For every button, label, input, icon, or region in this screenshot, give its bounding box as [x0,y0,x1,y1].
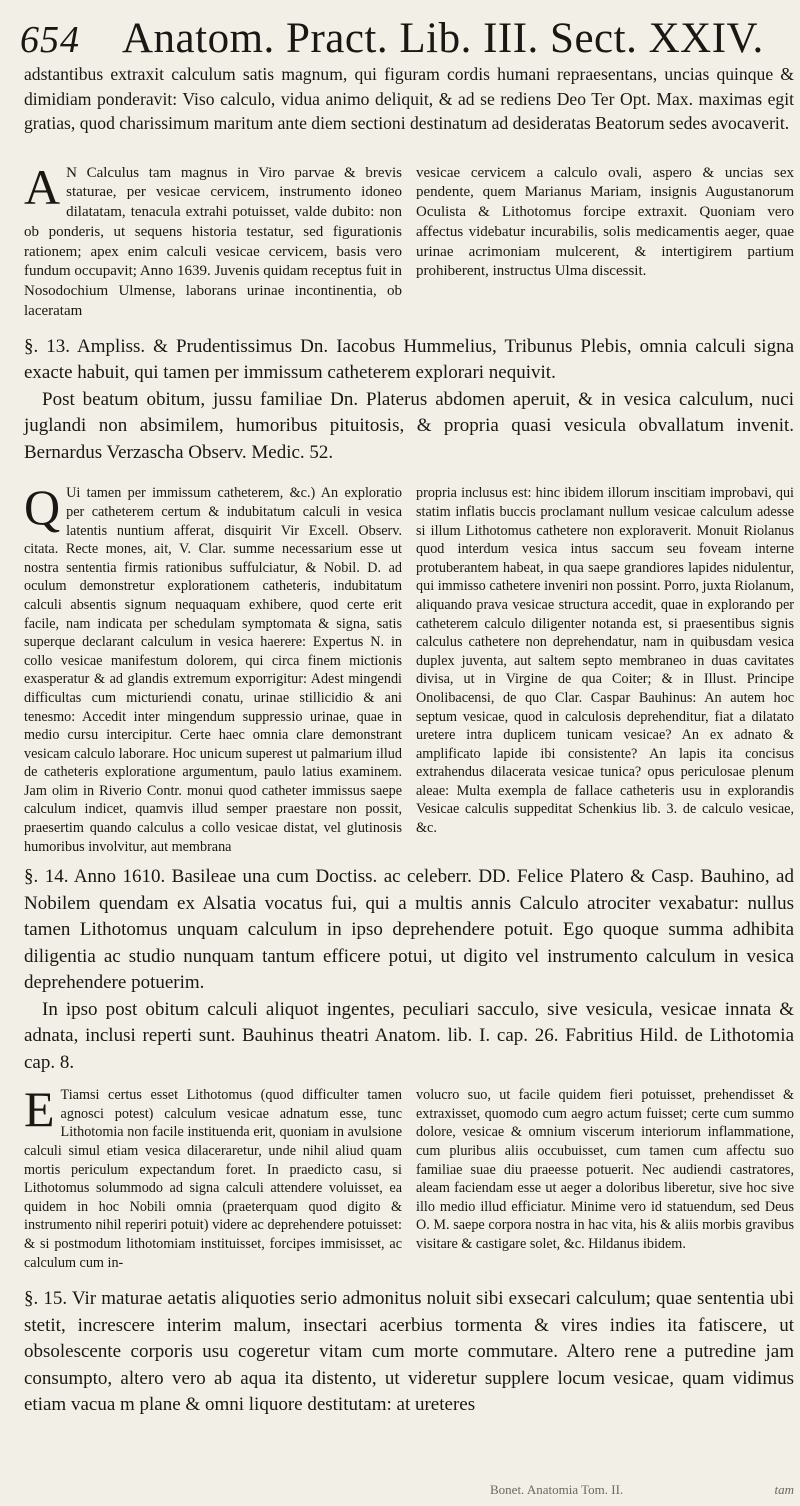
commentary-2-right: propria inclusus est: hinc ibidem illorum inscitiam improbavi, qui statim inflatis buccis proclamant nullum vesicae calculum adesse si illum Lithotomus cathetere non exploraverit. Monuit Riolanus quod interdum vesica intus saccum seu foveam interne protuberantem habeat, in qua saepe grandiores lapides nidulentur, qui immisso cathetere inveniri non possint. Porro, juxta Riolanum, aliquando prava vesicae structura accedit, quae in explorando per catheterem calculo diligenter notanda est, si praesentibus signis calculus cathetere non deprehendatur, nam in quibusdam vesica duplex juventa, aut saltem septo membraneo in duas cavitates divisa, ut in Virgine de qua Coiter; & in Illust. Principe Onolibacensi, de quo Clar. Caspar Bauhinus: An autem hoc septum vesicae, quod in calculosis deprehenditur, fiat a dilatato uretere intra duplicem tunicam vesicae? An ex adnato & amplificato lapide ibi consistente? An lapis ita concisus extrahendus dilacerata vesicae tunica? opus periculosae plenum aleae: Multa exempla de fallace catheteris usu in explorandis Vesicae calculis suppeditat Schenkius lib. 3. de calculo vesicae, &c. [416,485,794,837]
drop-cap: A [24,158,61,215]
commentary-block-3 [24,1081,794,1272]
page-number: 654 [20,19,80,61]
section-15-paragraph: §. 15. Vir maturae aetatis aliquoties serio admonitus noluit sibi exsecari calculum; quae sententia ubi stetit, increscere interim malum, insectari acerbius tormenta & vires indies ita fatiscere, ut obsolescente corporis usu cogeretur vitam cum morte commutare. Altero rene a putredine jam consumpto, altero vero ab aqua ita distento, ut videretur supplere locum vesicae, quam vidimus etiam vacua m plane & omni liquore destitutam: at ureteres [24,1288,794,1416]
section-13-paragraph-2: Post beatum obitum, jussu familiae Dn. Platerus abdomen aperuit, & in vesica calculum, nuci juglandi non absimilem, humoribus pituitosis, & propria quasi vesicula obvallatum invenit. Bernardus Verzascha Observ. Medic. 52. [24,388,794,463]
signature-mark: Bonet. Anatomia Tom. II. [490,1482,624,1497]
section-13-paragraph: §. 13. Ampliss. & Prudentissimus Dn. Iacobus Hummelius, Tribunus Plebis, omnia calculi signa exacte habuit, qui tamen per immissum catheterem explorari nequivit. [24,335,794,384]
drop-cap: Q [24,479,61,536]
commentary-3-left-text: Tiamsi certus esset Lithotomus (quod difficulter tamen agnosci potest) calculum vesicae adnatum esse, tunc Lithotomia non facile instituenda erit, quoniam in avulsione calculi simul etiam vesica dilaceraretur, unde nihil aliud quam mortis periculum expectandum foret. In praedicto casu, si Lithotomus solummodo ad signa calculi attendere voluisset, ea quidem in hoc Nobili omnia (praeterquam quod digito & instrumento nihil reperiri potuit) videre ac deprehendere potuisset: & si postmodum lithotomiam instituisset, forcipes immisisset, ac calculum cum in- [24,1087,402,1271]
drop-cap: E [24,1081,55,1138]
commentary-2-left [24,479,402,856]
page-footer [30,1482,794,1498]
catchword: tam [774,1482,794,1497]
commentary-block-1 [24,158,794,322]
intro-paragraph: adstantibus extraxit calculum satis magnum, qui figuram cordis humani repraesentans, uncias quinque & dimidiam ponderavit: Viso calculo, vidua animo deliquit, & ad se rediens Deo Ter Opt. Max. maximas egit gratias, quod charissimum maritum ante diem sectioni destinatum ad desideratas Beatorum sedes avocaverit. [24,64,794,133]
running-title: Anatom. Pract. Lib. III. Sect. XXIV. [122,15,764,62]
section-14-paragraph: §. 14. Anno 1610. Basileae una cum Doctiss. ac celeberr. DD. Felice Platero & Casp. Bauhino, ad Nobilem quendam ex Alsatia vocatus fui, qui a multis annis Calculo atrociter vexabatur: nullus tamen Lithotomus unquam calculum in ipso deprehendere potuit. Ego quoque summa adhibita diligentia ac studio nunquam tantum efficere potui, ut digito vel instrumento calculum in vesica deprehendere potuerim. [24,866,794,994]
commentary-3-right: volucro suo, ut facile quidem fieri potuisset, prehendisset & extraxisset, quomodo cum aegro actum fuisset; certe cum summo dolore, vesicae & omnium viscerum interiorum inflammatione, cum pluribus aliis occubuisset, cum tamen cum affectu suo familiae suae diu praeesse potuerit. Nec audiendi castratores, aleam faciendam esse ut aeger a doloribus liberetur, sive hoc sive illo medio illud efficiatur. Minime vero id statuendum, sed Deus O. M. saepe corpora nostra in hac vita, his & aliis morbis gravibus visitare & castigare solet, &c. Hildanus ibidem. [416,1087,794,1252]
commentary-1-left-text: N Calculus tam magnus in Viro parvae & brevis staturae, per vesicae cervicem, instrumento idoneo dilatatam, tenacula extrahi potuisset, valde dubito: non ob ponderis, ut sequens historia testatur, sed figurationis rationem; apex enim calculi vesicae cervicem, basis vero fundum occupavit; Anno 1639. Juvenis quidam receptus fuit in Nosodochium Ulmense, laborans urinae incontinentia, ob laceratam [24,164,402,320]
running-header [20,14,790,68]
page-body [24,62,794,1419]
commentary-block-2 [24,479,794,856]
commentary-1-left [24,158,402,322]
commentary-2-left-text: Ui tamen per immissum catheterem, &c.) An exploratio per catheterem certum & indubitatum calculi in vesica latentis nuntium afferat, disquirit Vir Excell. Observ. citata. Recte mones, ait, V. Clar. summe necessarium esse ut nostra sententia firmis rationibus suffulciatur, & Nobil. D. ad oculum demonstretur explorationem catheteris, indubitatum calculi absentis signum nequaquam exhibere, quod certe erit facile, nam indicata per schedulam symptomata & signa, satis superque declarant calculum in vesica haerere: Expertus N. in collo vesicae manifestum dolorem, qui circa finem mictionis exasperatur & ad glandis extremum exporrigitur: Adest mingendi difficultas cum micturiendi conatu, urinae stillicidio & ani tenesmo: Accedit inter mingendum suppressio urinae, quae in medio cursu intercipitur. Certe haec omnia clare demonstrant vesicam calculo laborare. Hoc unicum superest ut palmarium illud de catheteris exploratione argumentum, paulo latius examinem. Jam olim in Riverio Contr. monui quod catheter immissus saepe calculum indicet, quamvis illud semper praestare non possit, praesertim quando calculus a collo vesicae distat, vel glutinosis humoribus involvitur, aut membrana [24,485,402,855]
section-14-paragraph-2: In ipso post obitum calculi aliquot ingentes, peculiari sacculo, sive vesicula, vesicae innata & adnata, inclusi reperti sunt. Bauhinus theatri Anatom. lib. I. cap. 26. Fabritius Hild. de Lithotomia cap. 8. [24,998,794,1073]
commentary-3-left [24,1081,402,1272]
commentary-1-right: vesicae cervicem a calculo ovali, aspero & uncias sex pendente, quem Marianus Mariam, insignis Augustanorum Oculista & Lithotomus forcipe extraxit. Quoniam vero affectus videbatur incurabilis, solis medicamentis aeger, quae urinae acrimoniam mulcerent, & intertigirem partium prohiberent, instructus Ulma discessit. [416,164,794,280]
